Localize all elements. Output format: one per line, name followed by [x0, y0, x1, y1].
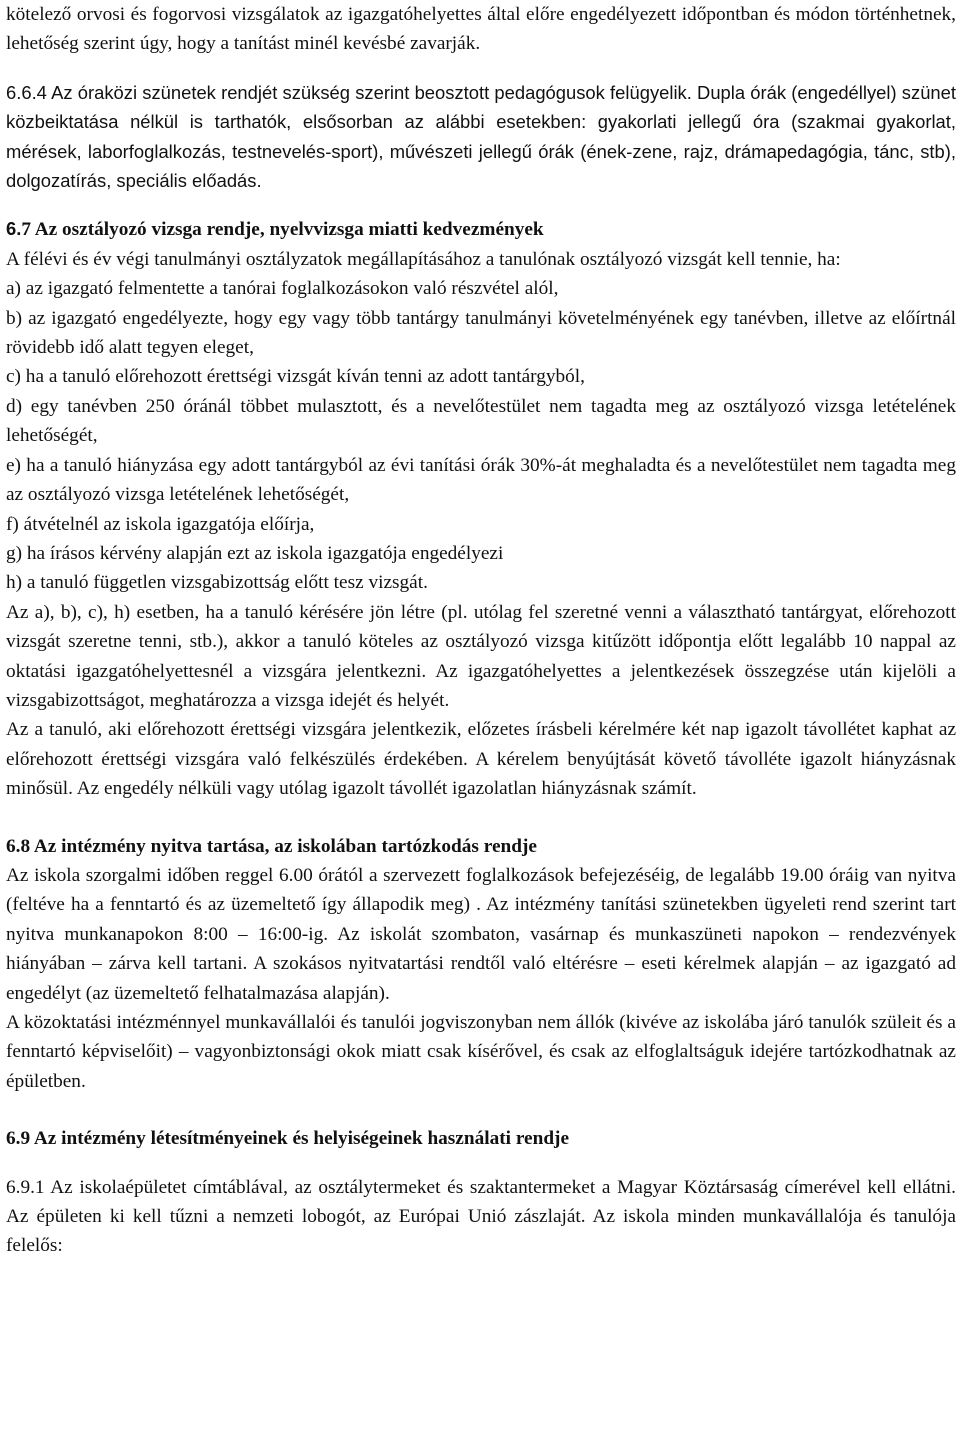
- paragraph-early-exam-leave: Az a tanuló, aki előrehozott érettségi vizsgára jelentkezik, előzetes írásbeli kérelmére két nap igazolt távollétet kaphat az előrehozott érettségi vizsgára való felkészülés érdekében. A kérelem benyújtását követő távolléte igazolt hiányzásnak minősül. Az engedély nélküli vagy utólag igazolt távollét igazolatlan hiányzásnak számít.: [6, 719, 956, 800]
- section-heading-text: 7 Az osztályozó vizsga rendje, nyelvvizsga miatti kedvezmények: [21, 219, 544, 241]
- spacer: [6, 1154, 956, 1173]
- list-item-c: c) ha a tanuló előrehozott érettségi vizsgát kíván tenni az adott tantárgyból,: [6, 366, 585, 388]
- paragraph-6-6-4-breaks: 6.6.4 Az óraközi szünetek rendjét szükség szerint beosztott pedagógusok felügyelik. Dupla órák (engedéllyel) szünet közbeiktatása nélkül is tarthatók, elsősorban az alábbi esetekben: gyakorlati jellegű óra (szakmai gyakorlat, mérések, laborfoglalkozás, testnevelés-sport), művészeti jellegű órák (ének-zene, rajz, drámapedagógia, tánc, stb), dolgozatírás, speciális előadás.: [6, 81, 956, 192]
- section-number-prefix: 6.: [6, 218, 22, 240]
- paragraph-6-9-1-signage: 6.9.1 Az iskolaépületet címtáblával, az osztálytermeket és szaktantermeket a Magyar Köztársaság címerével kell ellátni. Az épületen ki kell tűzni a nemzeti lobogót, az Európai Unió zászlaját. Az iskola minden munkavállalója és tanulója felelős:: [6, 1176, 956, 1257]
- spacer: [6, 59, 956, 78]
- paragraph-exam-intro: A félévi és év végi tanulmányi osztályzatok megállapításához a tanulónak osztályozó vizsgát kell tennie, ha:: [6, 248, 841, 270]
- spacer: [6, 804, 956, 832]
- paragraph-exam-schedule-end: kötelező orvosi és fogorvosi vizsgálatok az igazgatóhelyettes által előre engedélyezett időpontban és módon történhetnek, lehetőség szerint úgy, hogy a tanítást minél kevésbé zavarják.: [6, 4, 956, 55]
- section-heading-6-7: [6, 214, 956, 244]
- list-item-f: f) átvételnél az iskola igazgatója előírja,: [6, 513, 315, 535]
- list-item-b: b) az igazgató engedélyezte, hogy egy vagy több tantárgy tanulmányi követelményének egy tanévben, illetve az előírtnál rövidebb idő alatt tegyen eleget,: [6, 307, 956, 359]
- section-heading-6-9: 6.9 Az intézmény létesítményeinek és helyiségeinek használati rendje: [6, 1128, 570, 1150]
- list-item-g: g) ha írásos kérvény alapján ezt az iskola igazgatója engedélyezi: [6, 542, 504, 564]
- section-heading-6-8: 6.8 Az intézmény nyitva tartása, az iskolában tartózkodás rendje: [6, 835, 537, 857]
- list-item-a: a) az igazgató felmentette a tanórai foglalkozásokon való részvétel alól,: [6, 278, 559, 300]
- spacer: [6, 1096, 956, 1124]
- paragraph-opening-hours: Az iskola szorgalmi időben reggel 6.00 órától a szervezett foglalkozások befejezéséig, de legalább 19.00 óráig van nyitva (feltéve ha a fenntartó és az üzemeltető így állapodik meg) . Az intézmény tanítási szünetekben ügyeleti rend szerint tart nyitva munkanapokon 8:00 – 16:00-ig. Az iskolát szombaton, vasárnap és munkaszüneti napokon – rendezvények hiányában – zárva kell tartani. A szokásos nyitvatartási rendtől való eltérésre – eseti kérelmek alapján – az igazgató ad engedélyt (az üzemeltető felhatalmazása alapján).: [6, 864, 956, 1004]
- spacer: [6, 195, 956, 214]
- paragraph-visitors: A közoktatási intézménnyel munkavállalói és tanulói jogviszonyban nem állók (kivéve az iskolába járó tanulók szüleit és a fenntartó képviselőit) – vagyonbiztonsági okok miatt csak kísérővel, és csak az elfoglaltságuk idejére tartózkodhatnak az épületben.: [6, 1012, 956, 1092]
- list-item-d: d) egy tanévben 250 óránál többet mulasztott, és a nevelőtestület nem tagadta meg az osztályozó vizsga letételének lehetőségét,: [6, 395, 956, 447]
- list-item-h: h) a tanuló független vizsgabizottság előtt tesz vizsgát.: [6, 572, 428, 594]
- list-item-e: e) ha a tanuló hiányzása egy adott tantárgyból az évi tanítási órák 30%-át meghaladta és a nevelőtestület nem tagadta meg az osztályozó vizsga letételének lehetőségét,: [6, 454, 956, 506]
- paragraph-exam-registration: Az a), b), c), h) esetben, ha a tanuló kérésére jön létre (pl. utólag fel szeretné venni a választható tantárgyat, előrehozott vizsgát szeretne tenni, stb.), akkor a tanuló köteles az osztályozó vizsga kitűzött időpontja előtt legalább 10 nappal az oktatási igazgatóhelyettesnél a vizsgára jelentkezni. Az igazgatóhelyettes a jelentkezések összegzése után kijelöli a vizsgabizottságot, meghatározza a vizsga idejét és helyét.: [6, 601, 956, 711]
